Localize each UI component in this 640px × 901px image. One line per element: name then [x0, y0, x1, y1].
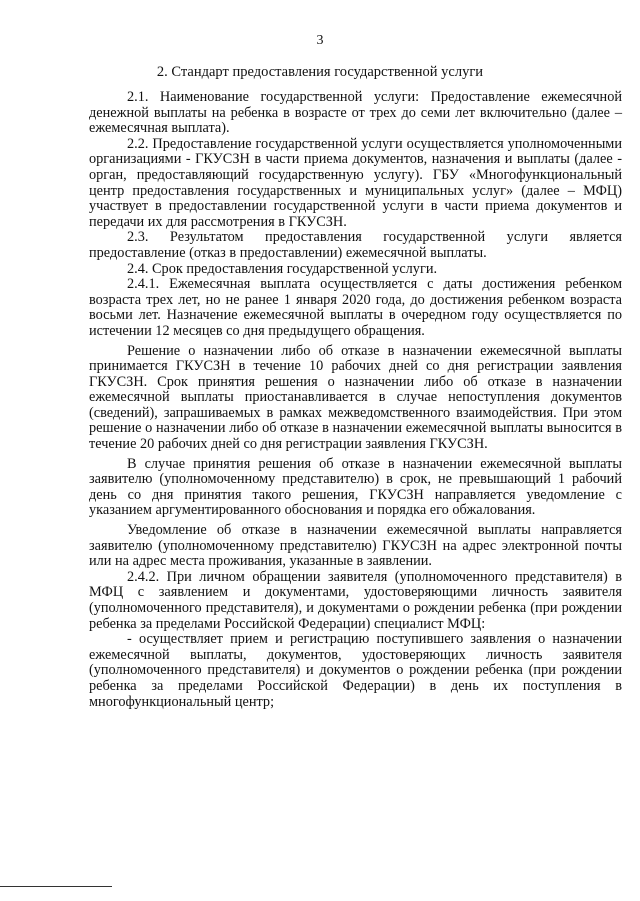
paragraph-2-2: 2.2. Предоставление государственной услуги осуществляется уполномоченными организациями - ГКУСЗН в части приема документов, назначения и выплаты (далее - орган, предоставляющий государственную услугу). ГБУ «Многофункциональный центр предоставления государственных и муниципальных услуг» (далее – МФЦ) участвует в предоставлении государственной услуги в части приема документов и передачи их для рассмотрения в ГКУСЗН. — [89, 135, 622, 230]
paragraph-mfc-duties: - осуществляет прием и регистрацию поступившего заявления о назначении ежемесячной выплаты, документов, удостоверяющих личность заявителя (уполномоченного представителя) и документов о рождении ребенка (при рождении ребенка за пределами Российской Федерации) в день их поступления в многофункциональный центр; — [89, 631, 622, 710]
paragraph-2-4: 2.4. Срок предоставления государственной услуги. — [127, 260, 438, 277]
paragraph-2-3: 2.3. Результатом предоставления государственной услуги является предоставление (отказ в предоставлении) ежемесячной выплаты. — [89, 229, 622, 261]
page-number: 3 — [316, 33, 324, 48]
paragraph-notice-delivery: Уведомление об отказе в назначении ежемесячной выплаты направляется заявителю (уполномоченному представителю) ГКУСЗН на адрес электронной почты или на адрес места проживания, указанные в заявлении. — [89, 522, 622, 570]
paragraph-2-4-1: 2.4.1. Ежемесячная выплата осуществляется с даты достижения ребенком возраста трех лет, но не ранее 1 января 2020 года, до достижения ребенком возраста восьми лет. Назначение ежемесячной выплаты в очередном году осуществляется по истечении 12 месяцев со дня предыдущего обращения. — [89, 276, 622, 339]
document-body — [89, 90, 622, 710]
paragraph-2-4-2: 2.4.2. При личном обращении заявителя (уполномоченного представителя) в МФЦ с заявлением и документами, удостоверяющими личность заявителя (уполномоченного представителя), и документами о рождении ребенка (при рождении ребенка за пределами Российской Федерации) специалист МФЦ: — [89, 568, 622, 632]
paragraph-refusal-notice: В случае принятия решения об отказе в назначении ежемесячной выплаты заявителю (уполномоченному представителю) в срок, не превышающий 1 рабочий день со дня принятия такого решения, ГКУСЗН направляется уведомление с указанием аргументированного обоснования и порядка его обжалования. — [89, 455, 622, 519]
paragraph-decision-terms: Решение о назначении либо об отказе в назначении ежемесячной выплаты принимается ГКУСЗН в течение 10 рабочих дней со дня регистрации заявления ГКУСЗН. Срок принятия решения о назначении либо об отказе в назначении ежемесячной выплаты приостанавливается в случае непоступления документов (сведений), запрашиваемых в рамках межведомственного взаимодействия. При этом решение о назначении либо об отказе в назначении ежемесячной выплаты выносится в течение 20 рабочих дней со дня регистрации заявления ГКУСЗН. — [89, 342, 622, 453]
section-heading: 2. Стандарт предоставления государственной услуги — [156, 64, 484, 80]
paragraph-2-1: 2.1. Наименование государственной услуги: Предоставление ежемесячной денежной выплаты на ребенка в возрасте от трех до семи лет включительно (далее – ежемесячная выплата). — [89, 89, 622, 137]
footer-rule — [0, 886, 112, 887]
